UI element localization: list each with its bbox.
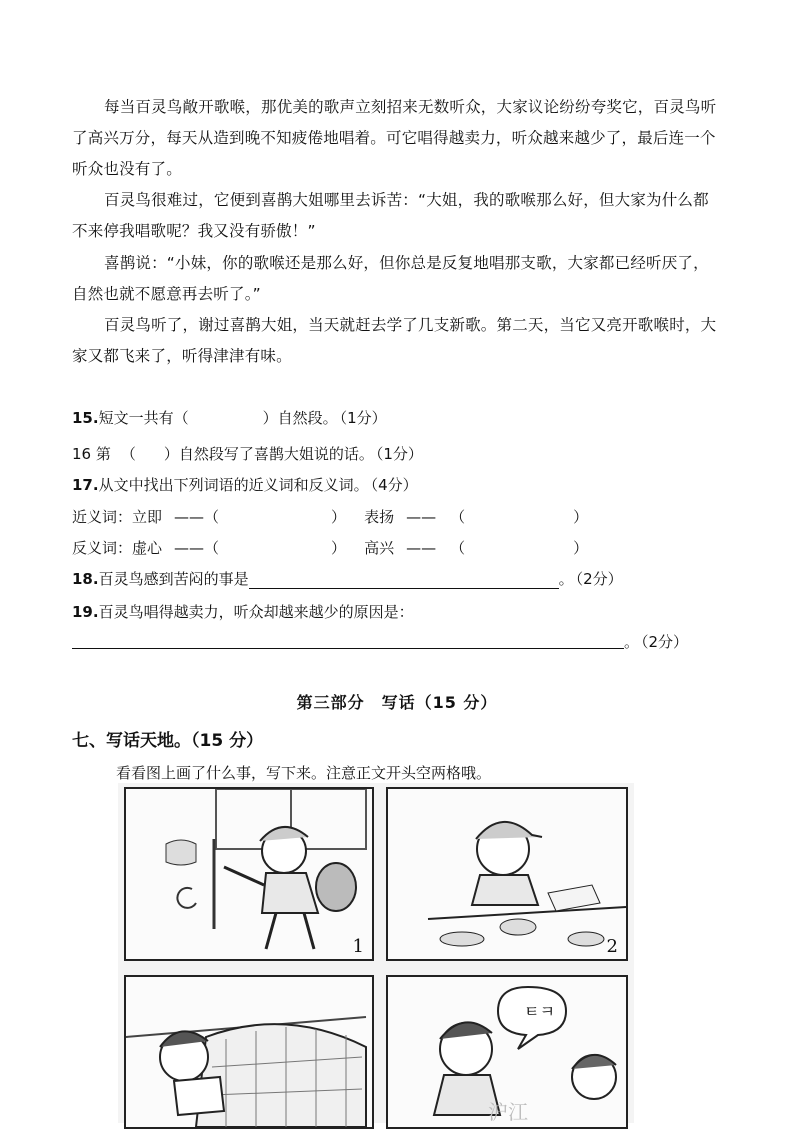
story-paragraph-4: 百灵鸟听了，谢过喜鹊大姐，当天就赶去学了几支新歌。第二天，当它又亮开歌喉时，大家又都飞来了，听得津津有味。: [72, 316, 717, 365]
question-number: 15.: [72, 409, 99, 427]
close-paren: ）: [331, 508, 347, 526]
question-number: 19.: [72, 603, 99, 621]
open-paren: （: [204, 508, 220, 526]
question-text-end: ）自然段写了喜鹊大姐说的话。: [163, 445, 374, 463]
answer-line[interactable]: [249, 572, 559, 589]
open-paren: （: [204, 539, 220, 557]
question-15: [72, 408, 387, 428]
question-18: [72, 569, 623, 589]
open-paren: （: [450, 508, 466, 526]
panel-number: 2: [606, 936, 618, 957]
antonym-word-2: 高兴: [364, 539, 395, 557]
answer-line-19[interactable]: [72, 648, 624, 649]
part-3-title: 第三部分 写话（15 分）: [296, 693, 498, 712]
question-16: [72, 444, 423, 464]
question-text: 从文中找出下列词语的近义词和反义词。: [98, 476, 369, 494]
question-17: [72, 475, 418, 495]
section-7-title: 七、写话天地。（15 分）: [72, 731, 264, 751]
writing-instruction: 看看图上画了什么事，写下来。注意正文开头空两格哦。: [116, 764, 492, 782]
comic-panel-4: [386, 975, 628, 1129]
points: （1分）: [375, 445, 423, 463]
watermark: 沪江: [488, 1100, 528, 1124]
question-text: 百灵鸟感到苦闷的事是: [98, 570, 249, 588]
question-number: 16 第: [72, 445, 111, 463]
comic-panel-1: [124, 787, 374, 961]
synonym-label: 近义词：: [72, 508, 133, 526]
points: （1分）: [339, 409, 387, 427]
points: （2分）: [575, 570, 623, 588]
synonym-word-2: 表扬: [364, 508, 395, 526]
question-19: [72, 602, 414, 622]
close-paren: ）: [573, 539, 589, 557]
dash: ——: [406, 539, 437, 557]
story-paragraph-3: 喜鹊说：“小妹，你的歌喉还是那么好，但你总是反复地唱那支歌，大家都已经听厌了，自然也就不愿意再去听了。”: [72, 254, 709, 303]
close-paren: ）: [331, 539, 347, 557]
comic-strip: [118, 783, 634, 1123]
panel-4-illustration: [388, 977, 626, 1127]
antonym-label: 反义词：: [72, 539, 133, 557]
points: （4分）: [370, 476, 418, 494]
panel-3-illustration: [126, 977, 372, 1127]
open-paren: （: [450, 539, 466, 557]
question-19-end: [624, 632, 688, 652]
panel-2-illustration: [388, 789, 626, 959]
period: 。: [558, 570, 574, 588]
panel-number: 1: [352, 936, 364, 957]
question-text: （: [120, 445, 136, 463]
comic-panel-3: [124, 975, 374, 1129]
antonym-row: [72, 538, 588, 558]
synonym-word-1: 立即: [132, 508, 163, 526]
antonym-word-1: 虚心: [132, 539, 163, 557]
points: （2分）: [641, 633, 689, 651]
story-paragraph-1: 每当百灵鸟敞开歌喉，那优美的歌声立刻招来无数听众，大家议论纷纷夸奖它，百灵鸟听了高兴万分，每天从造到晚不知疲倦地唱着。可它唱得越卖力，听众越来越少了，最后连一个听众也没有了。: [72, 98, 717, 178]
panel-1-illustration: [126, 789, 372, 959]
comic-panel-2: [386, 787, 628, 961]
story-paragraph-2: 百灵鸟很难过，它便到喜鹊大姐哪里去诉苦：“大姐，我的歌喉那么好，但大家为什么都不来停我唱歌呢？我又没有骄傲！”: [72, 191, 709, 240]
close-paren: ）: [573, 508, 589, 526]
question-text: 百灵鸟唱得越卖力，听众却越来越少的原因是：: [98, 603, 414, 621]
dash: ——: [174, 508, 205, 526]
question-text-end: ）自然段。: [262, 409, 338, 427]
dash: ——: [406, 508, 437, 526]
dash: ——: [174, 539, 205, 557]
question-text: 短文一共有（: [98, 409, 189, 427]
speech-bubble-text: ㅌㅋ: [524, 1002, 555, 1021]
question-number: 17.: [72, 476, 99, 494]
synonym-row: [72, 507, 588, 527]
question-number: 18.: [72, 570, 99, 588]
period: 。: [624, 633, 640, 651]
